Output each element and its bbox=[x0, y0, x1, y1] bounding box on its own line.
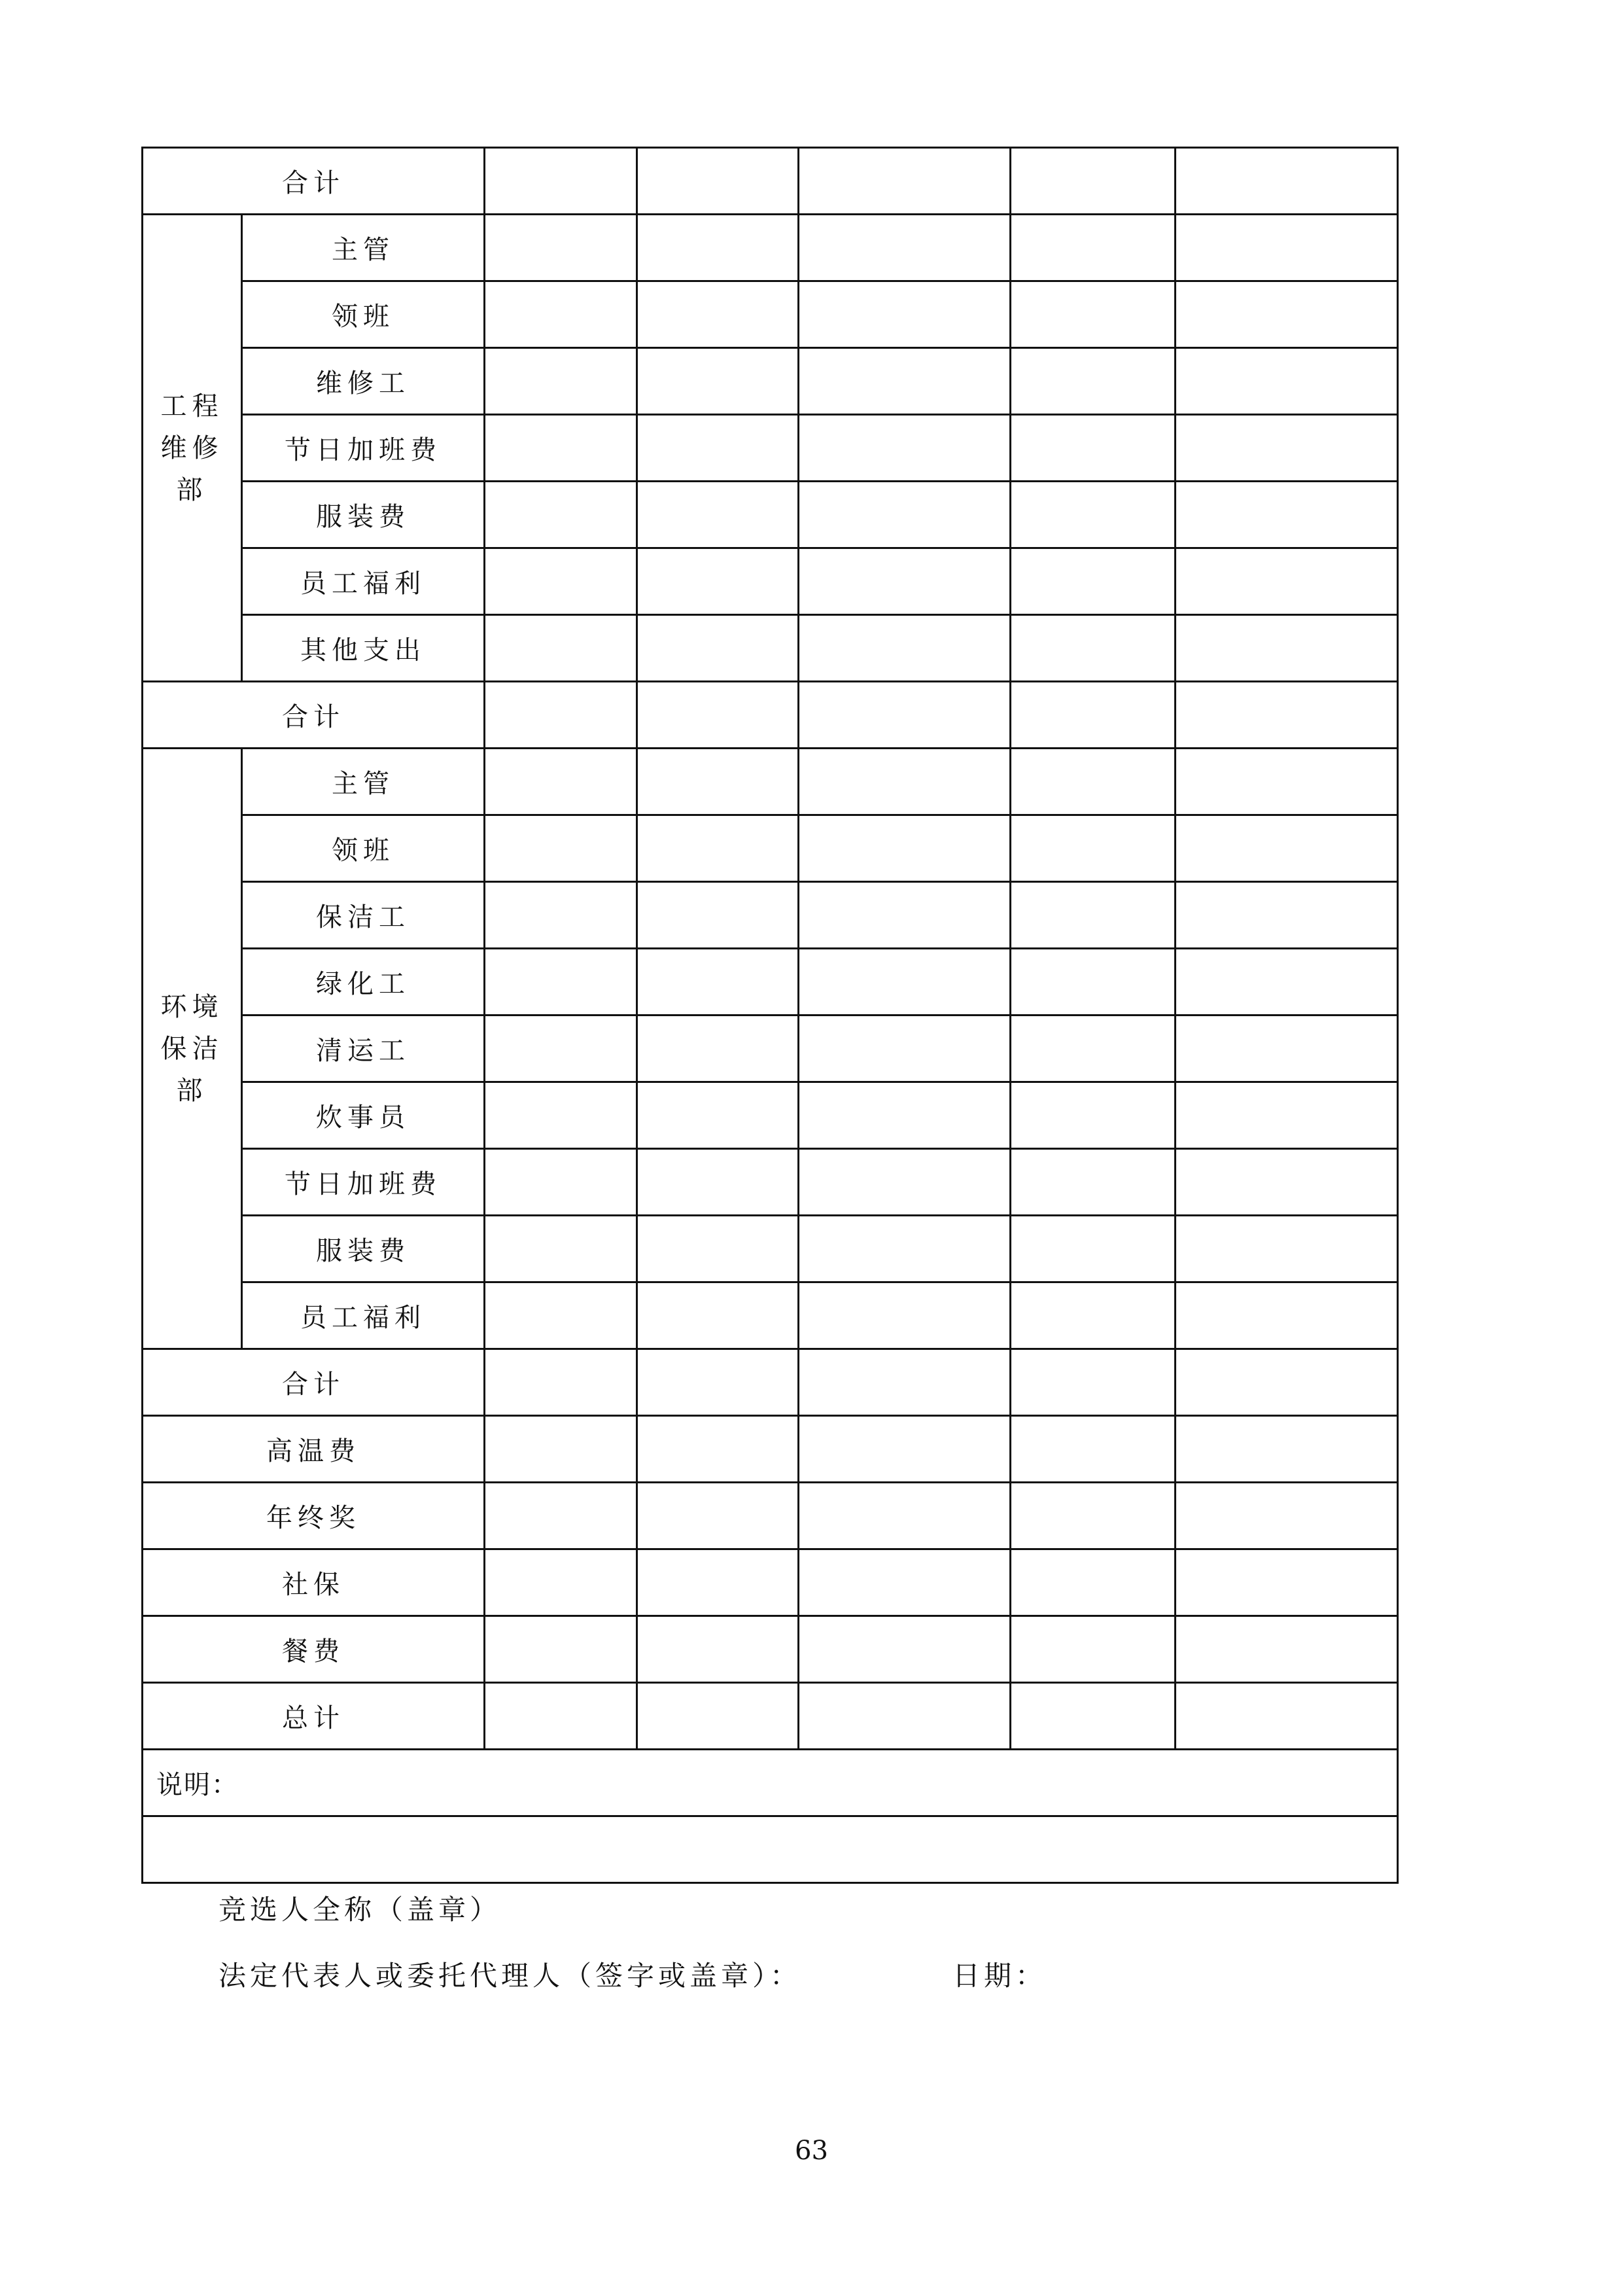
table-row bbox=[143, 1216, 1398, 1282]
blank-cell bbox=[799, 1149, 1011, 1216]
table-row bbox=[143, 415, 1398, 482]
blank-cell bbox=[799, 1416, 1011, 1483]
table-row bbox=[143, 749, 1398, 815]
blank-cell bbox=[1176, 1016, 1398, 1082]
blank-cell bbox=[637, 949, 799, 1016]
blank-cell bbox=[1011, 1683, 1176, 1750]
blank-cell bbox=[799, 1282, 1011, 1349]
blank-cell bbox=[637, 148, 799, 215]
blank-cell bbox=[485, 348, 637, 415]
legal-representative-label: 法定代表人或委托代理人（签字或盖章）： bbox=[218, 1960, 802, 1992]
blank-cell bbox=[799, 1616, 1011, 1683]
blank-cell bbox=[799, 482, 1011, 548]
table-row bbox=[143, 1082, 1398, 1149]
blank-cell bbox=[799, 1683, 1011, 1750]
table-row bbox=[143, 548, 1398, 615]
blank-cell bbox=[637, 749, 799, 815]
blank-cell bbox=[1176, 1349, 1398, 1416]
blank-cell bbox=[1011, 882, 1176, 949]
blank-cell bbox=[485, 281, 637, 348]
blank-cell bbox=[799, 1016, 1011, 1082]
table-row bbox=[143, 1149, 1398, 1216]
blank-cell bbox=[1176, 1683, 1398, 1750]
summary-item-label: 餐费 bbox=[143, 1616, 485, 1683]
blank-cell bbox=[1011, 1549, 1176, 1616]
note-label: 说明： bbox=[143, 1750, 1398, 1816]
item-label: 清运工 bbox=[242, 1016, 485, 1082]
blank-cell bbox=[637, 815, 799, 882]
blank-cell bbox=[799, 1082, 1011, 1149]
note-blank-row bbox=[143, 1816, 1398, 1883]
blank-cell bbox=[637, 415, 799, 482]
item-label: 员工福利 bbox=[242, 548, 485, 615]
table-row bbox=[143, 682, 1398, 749]
blank-cell bbox=[637, 1616, 799, 1683]
blank-cell bbox=[1011, 949, 1176, 1016]
blank-cell bbox=[485, 1082, 637, 1149]
blank-cell bbox=[1011, 1483, 1176, 1549]
table-row bbox=[143, 482, 1398, 548]
blank-cell bbox=[637, 1483, 799, 1549]
blank-cell bbox=[485, 682, 637, 749]
blank-cell bbox=[1176, 482, 1398, 548]
item-label: 保洁工 bbox=[242, 882, 485, 949]
blank-cell bbox=[485, 1216, 637, 1282]
blank-cell bbox=[485, 1349, 637, 1416]
blank-cell bbox=[1011, 1616, 1176, 1683]
date-label: 日期： bbox=[952, 1960, 1047, 1992]
blank-cell bbox=[1011, 482, 1176, 548]
item-label: 炊事员 bbox=[242, 1082, 485, 1149]
blank-cell bbox=[1011, 215, 1176, 281]
blank-cell bbox=[1176, 1549, 1398, 1616]
summary-item-label: 年终奖 bbox=[143, 1483, 485, 1549]
blank-cell bbox=[485, 1549, 637, 1616]
blank-cell bbox=[637, 281, 799, 348]
blank-cell bbox=[485, 949, 637, 1016]
table-row bbox=[143, 348, 1398, 415]
item-label: 服装费 bbox=[242, 1216, 485, 1282]
blank-cell bbox=[637, 615, 799, 682]
blank-cell bbox=[637, 682, 799, 749]
blank-cell bbox=[1011, 1416, 1176, 1483]
table-row bbox=[143, 1683, 1398, 1750]
blank-cell bbox=[1176, 148, 1398, 215]
blank-cell bbox=[485, 615, 637, 682]
blank-cell bbox=[1176, 1282, 1398, 1349]
blank-cell bbox=[637, 1082, 799, 1149]
table-row bbox=[143, 1282, 1398, 1349]
blank-cell bbox=[1011, 1149, 1176, 1216]
note-blank-cell bbox=[143, 1816, 1398, 1883]
blank-cell bbox=[1176, 548, 1398, 615]
blank-cell bbox=[485, 1282, 637, 1349]
blank-cell bbox=[485, 1149, 637, 1216]
engineering-total-label: 合计 bbox=[143, 682, 485, 749]
blank-cell bbox=[1011, 682, 1176, 749]
blank-cell bbox=[1176, 882, 1398, 949]
blank-cell bbox=[1176, 348, 1398, 415]
note-row bbox=[143, 1750, 1398, 1816]
blank-cell bbox=[1011, 1082, 1176, 1149]
blank-cell bbox=[637, 882, 799, 949]
blank-cell bbox=[485, 482, 637, 548]
blank-cell bbox=[637, 1683, 799, 1750]
blank-cell bbox=[485, 749, 637, 815]
department-name-line: 环境 bbox=[160, 991, 224, 1022]
item-label: 员工福利 bbox=[242, 1282, 485, 1349]
blank-cell bbox=[799, 348, 1011, 415]
item-label: 领班 bbox=[242, 281, 485, 348]
summary-item-label: 高温费 bbox=[143, 1416, 485, 1483]
table-row bbox=[143, 1016, 1398, 1082]
blank-cell bbox=[1011, 815, 1176, 882]
blank-cell bbox=[799, 949, 1011, 1016]
blank-cell bbox=[1011, 348, 1176, 415]
blank-cell bbox=[485, 1483, 637, 1549]
table-row bbox=[143, 615, 1398, 682]
item-label: 节日加班费 bbox=[242, 415, 485, 482]
blank-cell bbox=[799, 1483, 1011, 1549]
department-name-line: 部 bbox=[176, 474, 208, 505]
table-row bbox=[143, 949, 1398, 1016]
blank-cell bbox=[1011, 415, 1176, 482]
blank-cell bbox=[1176, 1416, 1398, 1483]
department-name-line: 保洁 bbox=[160, 1033, 224, 1064]
engineering-department-label bbox=[143, 215, 242, 682]
item-label: 主管 bbox=[242, 215, 485, 281]
budget-table bbox=[141, 147, 1399, 1884]
blank-cell bbox=[637, 348, 799, 415]
blank-cell bbox=[799, 682, 1011, 749]
blank-cell bbox=[485, 415, 637, 482]
table-row bbox=[143, 1549, 1398, 1616]
bidder-name-label: 竞选人全称（盖章） bbox=[218, 1894, 502, 1926]
blank-cell bbox=[637, 1282, 799, 1349]
blank-cell bbox=[799, 281, 1011, 348]
item-label: 领班 bbox=[242, 815, 485, 882]
blank-cell bbox=[1176, 281, 1398, 348]
table-row bbox=[143, 148, 1398, 215]
item-label: 节日加班费 bbox=[242, 1149, 485, 1216]
blank-cell bbox=[1176, 815, 1398, 882]
blank-cell bbox=[1011, 1016, 1176, 1082]
blank-cell bbox=[799, 815, 1011, 882]
table-row bbox=[143, 882, 1398, 949]
blank-cell bbox=[1011, 749, 1176, 815]
blank-cell bbox=[485, 1683, 637, 1750]
item-label: 绿化工 bbox=[242, 949, 485, 1016]
blank-cell bbox=[637, 482, 799, 548]
blank-cell bbox=[637, 1016, 799, 1082]
blank-cell bbox=[1176, 1082, 1398, 1149]
blank-cell bbox=[1176, 615, 1398, 682]
summary-item-label: 社保 bbox=[143, 1549, 485, 1616]
blank-cell bbox=[637, 1416, 799, 1483]
table-row bbox=[143, 281, 1398, 348]
blank-cell bbox=[1176, 949, 1398, 1016]
blank-cell bbox=[1011, 1349, 1176, 1416]
department-name-line: 部 bbox=[176, 1075, 208, 1106]
blank-cell bbox=[1011, 615, 1176, 682]
table-row bbox=[143, 815, 1398, 882]
blank-cell bbox=[799, 548, 1011, 615]
table-row bbox=[143, 215, 1398, 281]
blank-cell bbox=[799, 615, 1011, 682]
page-number: 63 bbox=[795, 2136, 828, 2166]
item-label: 服装费 bbox=[242, 482, 485, 548]
blank-cell bbox=[485, 882, 637, 949]
blank-cell bbox=[799, 215, 1011, 281]
blank-cell bbox=[1176, 749, 1398, 815]
department-name-line: 维修 bbox=[160, 433, 224, 463]
table-row bbox=[143, 1349, 1398, 1416]
blank-cell bbox=[1176, 1616, 1398, 1683]
blank-cell bbox=[637, 1149, 799, 1216]
blank-cell bbox=[799, 749, 1011, 815]
blank-cell bbox=[1011, 281, 1176, 348]
blank-cell bbox=[485, 815, 637, 882]
blank-cell bbox=[799, 1549, 1011, 1616]
blank-cell bbox=[799, 1216, 1011, 1282]
blank-cell bbox=[1176, 1483, 1398, 1549]
blank-cell bbox=[1176, 1149, 1398, 1216]
blank-cell bbox=[485, 215, 637, 281]
blank-cell bbox=[485, 1616, 637, 1683]
blank-cell bbox=[799, 1349, 1011, 1416]
item-label: 其他支出 bbox=[242, 615, 485, 682]
table-row bbox=[143, 1416, 1398, 1483]
blank-cell bbox=[799, 415, 1011, 482]
blank-cell bbox=[1176, 1216, 1398, 1282]
blank-cell bbox=[637, 1349, 799, 1416]
blank-cell bbox=[1011, 548, 1176, 615]
table-row bbox=[143, 1616, 1398, 1683]
item-label: 主管 bbox=[242, 749, 485, 815]
blank-cell bbox=[799, 148, 1011, 215]
blank-cell bbox=[1176, 415, 1398, 482]
blank-cell bbox=[637, 548, 799, 615]
blank-cell bbox=[485, 1416, 637, 1483]
blank-cell bbox=[1011, 1282, 1176, 1349]
item-label: 维修工 bbox=[242, 348, 485, 415]
blank-cell bbox=[1176, 215, 1398, 281]
table-row bbox=[143, 1483, 1398, 1549]
top-total-label: 合计 bbox=[143, 148, 485, 215]
blank-cell bbox=[485, 548, 637, 615]
blank-cell bbox=[485, 1016, 637, 1082]
environment-total-label: 合计 bbox=[143, 1349, 485, 1416]
blank-cell bbox=[637, 1549, 799, 1616]
blank-cell bbox=[1176, 682, 1398, 749]
department-name-line: 工程 bbox=[160, 391, 224, 421]
summary-item-label: 总计 bbox=[143, 1683, 485, 1750]
blank-cell bbox=[799, 882, 1011, 949]
blank-cell bbox=[1011, 1216, 1176, 1282]
blank-cell bbox=[637, 215, 799, 281]
blank-cell bbox=[1011, 148, 1176, 215]
environment-department-label bbox=[143, 749, 242, 1349]
blank-cell bbox=[485, 148, 637, 215]
blank-cell bbox=[637, 1216, 799, 1282]
